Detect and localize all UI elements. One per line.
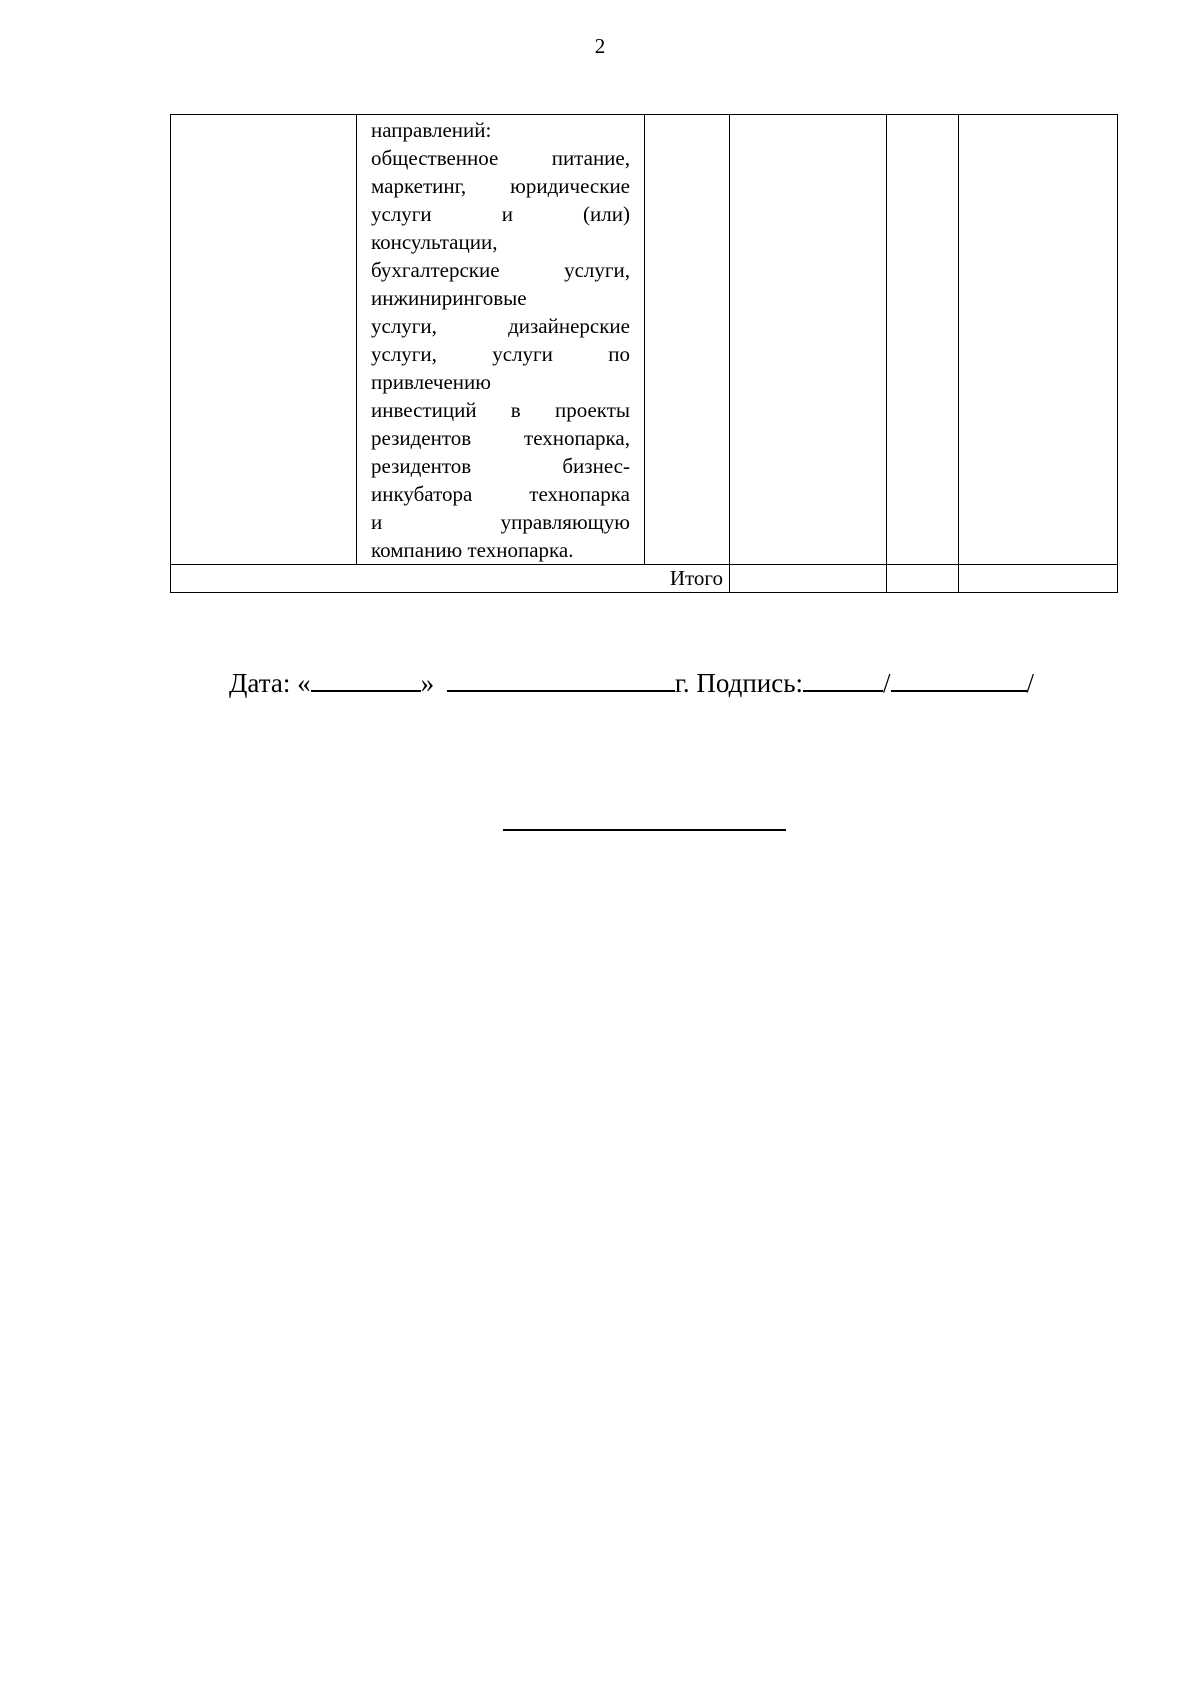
slash-separator: / (1026, 668, 1035, 698)
total-cell-empty (959, 565, 1118, 593)
services-line: инвестиций в проекты (371, 398, 630, 422)
total-row (171, 565, 1118, 593)
services-line: и управляющую (371, 510, 630, 534)
services-description-cell (357, 115, 645, 565)
table-cell-empty (730, 115, 887, 565)
date-signature-line (229, 668, 1034, 699)
services-line: резидентов бизнес- (371, 454, 630, 478)
services-line: бухгалтерские услуги, (371, 258, 630, 282)
page-number: 2 (594, 34, 606, 58)
services-table (170, 114, 1118, 593)
year-signature-label: г. Подпись: (674, 668, 804, 698)
services-line: инкубатора технопарка (371, 482, 630, 506)
close-quote: » (420, 668, 435, 698)
table-row (171, 115, 1118, 565)
services-line: услуги и (или) (371, 202, 630, 226)
table-cell-empty (171, 115, 357, 565)
services-line: консультации, (371, 230, 498, 254)
services-line: услуги, услуги по (371, 342, 630, 366)
services-line: резидентов технопарка, (371, 426, 630, 450)
day-blank-field (311, 668, 421, 692)
table-cell-empty (645, 115, 730, 565)
table-cell-empty (959, 115, 1118, 565)
services-line: привлечению (371, 370, 491, 394)
services-line: инжиниринговые (371, 286, 527, 310)
table-cell-empty (887, 115, 959, 565)
signature-blank-field (803, 668, 883, 692)
services-line: общественное питание, (371, 146, 630, 170)
services-line: компанию технопарка. (371, 538, 574, 562)
total-label: Итого (171, 565, 730, 593)
end-rule-divider (503, 829, 786, 831)
services-line: направлений: (371, 118, 492, 142)
services-line: маркетинг, юридические (371, 174, 630, 198)
services-line: услуги, дизайнерские (371, 314, 630, 338)
slash-separator: / (883, 668, 891, 698)
date-label: Дата: « (229, 668, 311, 698)
name-blank-field (891, 668, 1027, 692)
total-cell-empty (730, 565, 887, 593)
total-cell-empty (887, 565, 959, 593)
month-blank-field (447, 668, 675, 692)
